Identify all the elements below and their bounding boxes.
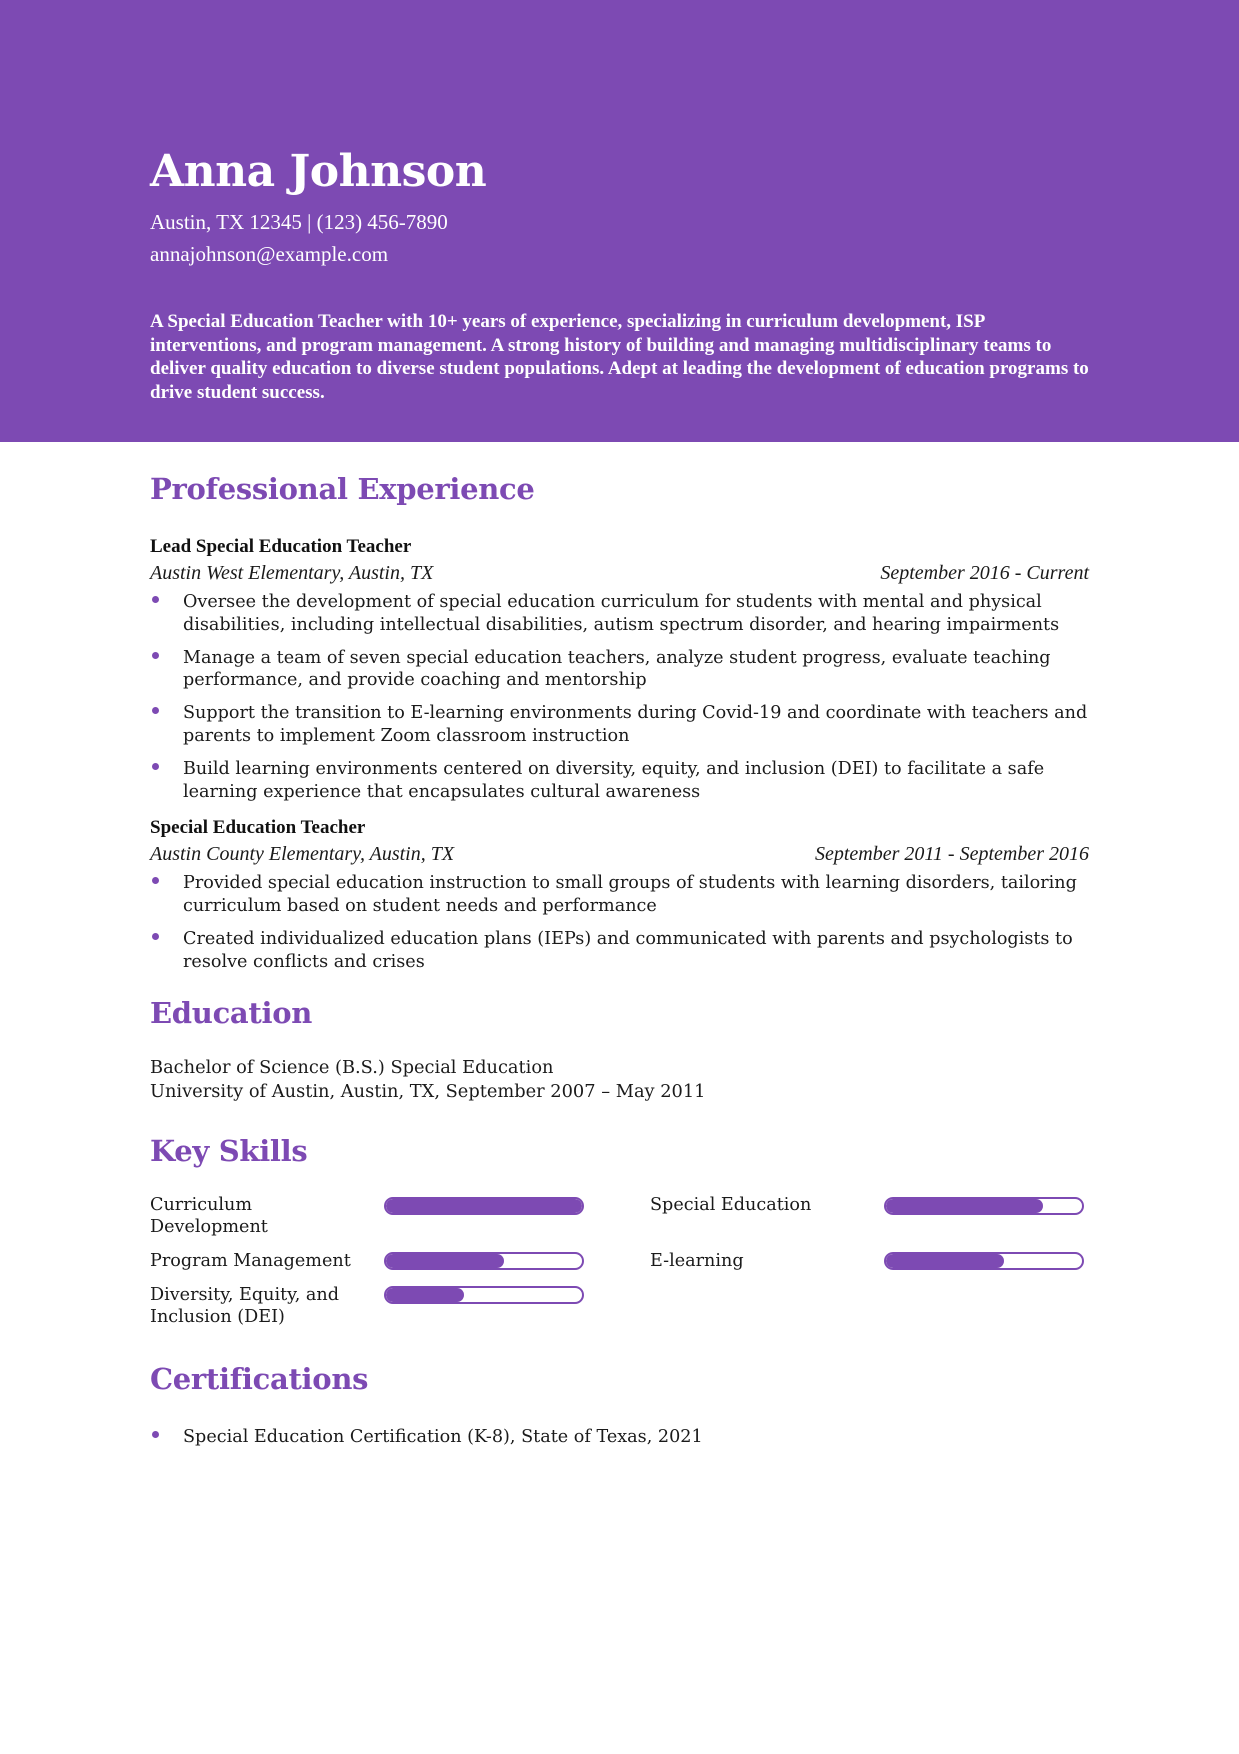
list-item: Created individualized education plans (IEPs) and communicated with parents and psychologists to resolve conflicts and crises xyxy=(150,928,1089,974)
resume-body xyxy=(0,472,1239,1448)
candidate-name: Anna Johnson xyxy=(150,146,487,197)
job-employer: Austin West Elementary, Austin, TX xyxy=(150,562,434,584)
email: annajohnson@example.com xyxy=(150,242,389,266)
skill-bar xyxy=(384,1252,584,1270)
skill-bar xyxy=(884,1197,1084,1215)
bullet-dot-icon xyxy=(152,933,159,940)
job-entry xyxy=(150,536,1089,803)
list-item: Oversee the development of special education curriculum for students with mental and physical disabilities, including intellectual disabilities, autism spectrum disorder, and hearing impairments xyxy=(150,591,1089,637)
skill-label: Program Management xyxy=(150,1250,351,1271)
job-meta xyxy=(150,562,1089,585)
list-item: Support the transition to E-learning environments during Covid-19 and coordinate with teachers and parents to implement Zoom classroom instruction xyxy=(150,702,1089,748)
job-title: Special Education Teacher xyxy=(150,817,366,839)
education-degree: Bachelor of Science (B.S.) Special Education xyxy=(150,1056,554,1078)
job-title: Lead Special Education Teacher xyxy=(150,536,412,557)
section-title-education: Education xyxy=(150,995,313,1030)
skill-bar xyxy=(384,1286,584,1304)
skills-grid xyxy=(150,1194,1089,1354)
skill-bar-fill xyxy=(386,1199,582,1213)
job-dates: September 2011 - September 2016 xyxy=(814,843,1089,866)
job-bullets xyxy=(150,591,1089,803)
list-item: Provided special education instruction to small groups of students with learning disorders, tailoring curriculum based on student needs and performance xyxy=(150,872,1089,918)
job-bullets xyxy=(150,872,1089,973)
education-entry xyxy=(150,1056,1089,1104)
professional-summary: A Special Education Teacher with 10+ years of experience, specializing in curriculum development, ISP interventions, and program management. A strong history of building and managing multidisciplinary teams to deliver quality education to diverse student populations. Adept at leading the development of education programs to drive student success. xyxy=(150,311,1089,403)
skill-bar xyxy=(384,1197,584,1215)
list-item: Special Education Certification (K-8), State of Texas, 2021 xyxy=(150,1426,1089,1449)
bullet-dot-icon xyxy=(152,596,159,603)
skill-label: Curriculum Development xyxy=(150,1194,268,1238)
resume-header xyxy=(0,0,1239,442)
bullet-dot-icon xyxy=(152,652,159,659)
skill-label: E-learning xyxy=(650,1250,744,1271)
address-phone: Austin, TX 12345 | (123) 456-7890 xyxy=(150,210,448,234)
skill-bar xyxy=(884,1252,1084,1270)
list-item: Manage a team of seven special education teachers, analyze student progress, evaluate teaching performance, and provide coaching and mentorship xyxy=(150,647,1089,693)
skill-bar-fill xyxy=(886,1199,1043,1213)
bullet-dot-icon xyxy=(152,1431,159,1438)
skill-bar-fill xyxy=(386,1288,464,1302)
job-entry xyxy=(150,817,1089,973)
certifications-list xyxy=(150,1426,1089,1449)
skill-label: Diversity, Equity, and Inclusion (DEI) xyxy=(150,1284,340,1328)
education-school: University of Austin, Austin, TX, September 2007 – May 2011 xyxy=(150,1080,706,1102)
bullet-dot-icon xyxy=(152,707,159,714)
skill-bar-fill xyxy=(886,1254,1004,1268)
skill-label: Special Education xyxy=(650,1194,812,1215)
bullet-dot-icon xyxy=(152,763,159,770)
job-meta xyxy=(150,843,1089,866)
bullet-dot-icon xyxy=(152,877,159,884)
section-title-certifications: Certifications xyxy=(150,1361,369,1396)
section-title-experience: Professional Experience xyxy=(150,472,535,506)
list-item: Build learning environments centered on diversity, equity, and inclusion (DEI) to facilitate a safe learning experience that encapsulates cultural awareness xyxy=(150,758,1089,804)
job-employer: Austin County Elementary, Austin, TX xyxy=(150,843,455,866)
section-title-skills: Key Skills xyxy=(150,1133,308,1168)
skill-bar-fill xyxy=(386,1254,504,1268)
job-dates: September 2016 - Current xyxy=(880,562,1089,584)
